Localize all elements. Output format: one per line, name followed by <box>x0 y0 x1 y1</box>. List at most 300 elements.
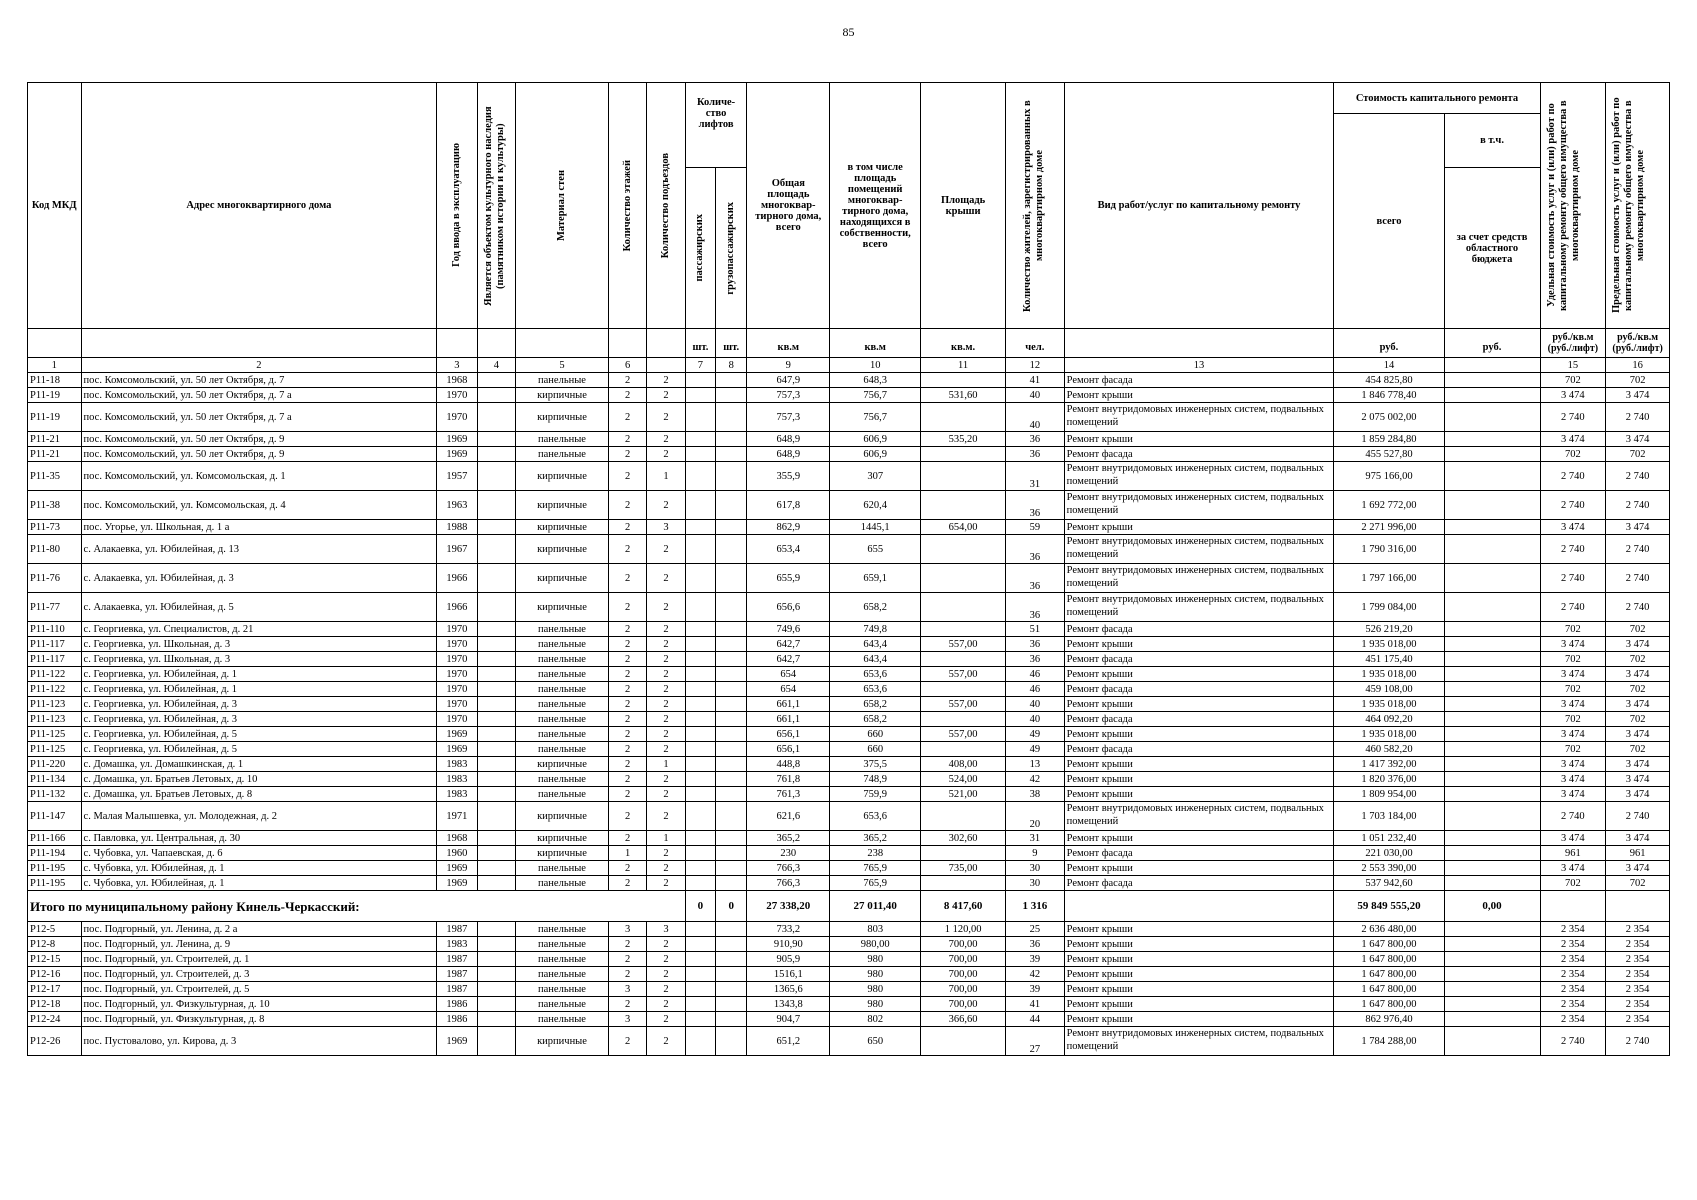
row-address: с. Георгиевка, ул. Юбилейная, д. 3 <box>81 712 437 727</box>
row-walls: панельные <box>516 861 609 876</box>
row-residents: 44 <box>1006 1012 1065 1027</box>
row-total-cost: 1 809 954,00 <box>1334 787 1444 802</box>
row-code: Р11-122 <box>28 682 82 697</box>
units-row <box>28 329 1670 358</box>
row-owned-area: 660 <box>830 742 921 757</box>
row-code: Р11-18 <box>28 373 82 388</box>
table-row <box>28 876 1670 891</box>
row-work: Ремонт внутридомовых инженерных систем, подвальных помещений <box>1064 403 1334 432</box>
row-specific-cost: 702 <box>1540 876 1606 891</box>
table-row <box>28 1012 1670 1027</box>
row-walls: панельные <box>516 997 609 1012</box>
row-roof-area: 654,00 <box>921 520 1006 535</box>
unit-rate: руб./кв.м (руб./лифт) <box>1606 329 1670 358</box>
row-limit-cost: 3 474 <box>1606 520 1670 535</box>
row-roof-area: 557,00 <box>921 697 1006 712</box>
row-address: с. Домашка, ул. Домашкинская, д. 1 <box>81 757 437 772</box>
row-code: Р11-110 <box>28 622 82 637</box>
row-owned-area: 659,1 <box>830 564 921 593</box>
row-year: 1986 <box>437 1012 477 1027</box>
row-floors: 3 <box>608 982 646 997</box>
row-lifts-passenger <box>685 876 715 891</box>
row-owned-area: 802 <box>830 1012 921 1027</box>
row-owned-area: 980,00 <box>830 937 921 952</box>
row-limit-cost: 2 740 <box>1606 1027 1670 1056</box>
column-number: 13 <box>1064 358 1334 373</box>
row-work: Ремонт фасада <box>1064 876 1334 891</box>
row-owned-area: 658,2 <box>830 697 921 712</box>
row-owned-area: 650 <box>830 1027 921 1056</box>
row-lifts-passenger <box>685 742 715 757</box>
row-floors: 2 <box>608 535 646 564</box>
row-owned-area: 653,6 <box>830 802 921 831</box>
row-heritage <box>477 876 515 891</box>
row-entrances: 2 <box>647 535 685 564</box>
total-area: 27 338,20 <box>747 891 830 922</box>
table-row <box>28 637 1670 652</box>
row-heritage <box>477 535 515 564</box>
row-owned-area: 756,7 <box>830 403 921 432</box>
row-heritage <box>477 593 515 622</box>
row-regional <box>1444 388 1540 403</box>
row-residents: 42 <box>1006 772 1065 787</box>
row-lifts-passenger <box>685 952 715 967</box>
row-floors: 2 <box>608 742 646 757</box>
row-limit-cost: 702 <box>1606 682 1670 697</box>
row-entrances: 2 <box>647 967 685 982</box>
row-regional <box>1444 1012 1540 1027</box>
row-owned-area: 653,6 <box>830 667 921 682</box>
row-year: 1970 <box>437 712 477 727</box>
row-lifts-passenger <box>685 1027 715 1056</box>
row-roof-area: 521,00 <box>921 787 1006 802</box>
row-regional <box>1444 742 1540 757</box>
total-cost: 59 849 555,20 <box>1334 891 1444 922</box>
row-floors: 2 <box>608 432 646 447</box>
column-number: 8 <box>716 358 747 373</box>
column-number: 12 <box>1006 358 1065 373</box>
row-total-cost: 1 647 800,00 <box>1334 937 1444 952</box>
row-lifts-cargo <box>716 802 747 831</box>
column-numbers-row <box>28 358 1670 373</box>
row-year: 1970 <box>437 682 477 697</box>
row-roof-area: 524,00 <box>921 772 1006 787</box>
row-regional <box>1444 403 1540 432</box>
row-code: Р12-24 <box>28 1012 82 1027</box>
row-address: пос. Подгорный, ул. Физкультурная, д. 8 <box>81 1012 437 1027</box>
row-limit-cost: 3 474 <box>1606 667 1670 682</box>
row-total-cost: 975 166,00 <box>1334 462 1444 491</box>
row-lifts-cargo <box>716 1012 747 1027</box>
row-total-area: 648,9 <box>747 432 830 447</box>
row-address: с. Георгиевка, ул. Специалистов, д. 21 <box>81 622 437 637</box>
row-owned-area: 658,2 <box>830 712 921 727</box>
unit-area: кв.м <box>747 329 830 358</box>
row-specific-cost: 961 <box>1540 846 1606 861</box>
row-year: 1969 <box>437 861 477 876</box>
row-owned-area: 658,2 <box>830 593 921 622</box>
row-lifts-cargo <box>716 682 747 697</box>
row-regional <box>1444 967 1540 982</box>
row-walls: панельные <box>516 772 609 787</box>
row-work: Ремонт внутридомовых инженерных систем, подвальных помещений <box>1064 802 1334 831</box>
row-year: 1966 <box>437 593 477 622</box>
unit-rate: руб./кв.м (руб./лифт) <box>1540 329 1606 358</box>
row-floors: 2 <box>608 997 646 1012</box>
row-lifts-passenger <box>685 967 715 982</box>
row-work: Ремонт крыши <box>1064 937 1334 952</box>
row-floors: 2 <box>608 637 646 652</box>
row-total-cost: 2 636 480,00 <box>1334 922 1444 937</box>
row-code: Р11-19 <box>28 388 82 403</box>
table-body-district-12 <box>28 922 1670 1056</box>
row-owned-area: 655 <box>830 535 921 564</box>
row-roof-area <box>921 564 1006 593</box>
row-regional <box>1444 447 1540 462</box>
row-specific-cost: 2 354 <box>1540 997 1606 1012</box>
row-lifts-cargo <box>716 712 747 727</box>
row-walls: панельные <box>516 697 609 712</box>
column-number: 2 <box>81 358 437 373</box>
row-lifts-passenger <box>685 403 715 432</box>
row-heritage <box>477 403 515 432</box>
row-work: Ремонт крыши <box>1064 982 1334 997</box>
column-number: 11 <box>921 358 1006 373</box>
row-floors: 2 <box>608 787 646 802</box>
row-walls: кирпичные <box>516 520 609 535</box>
header-incl: в т.ч. <box>1444 114 1540 168</box>
row-heritage <box>477 388 515 403</box>
row-owned-area: 980 <box>830 982 921 997</box>
row-address: пос. Подгорный, ул. Строителей, д. 3 <box>81 967 437 982</box>
row-lifts-passenger <box>685 1012 715 1027</box>
row-work: Ремонт внутридомовых инженерных систем, подвальных помещений <box>1064 1027 1334 1056</box>
table-header <box>28 83 1670 373</box>
row-lifts-cargo <box>716 967 747 982</box>
row-owned-area: 606,9 <box>830 447 921 462</box>
row-roof-area: 557,00 <box>921 727 1006 742</box>
row-walls: кирпичные <box>516 462 609 491</box>
row-entrances: 2 <box>647 802 685 831</box>
row-total-area: 654 <box>747 682 830 697</box>
header-floors: Количество этажей <box>608 83 646 329</box>
row-roof-area: 302,60 <box>921 831 1006 846</box>
header-specific-cost: Удельная стоимость услуг и (или) работ по капитальному ремонту общего имущества в многоквартирном доме <box>1540 83 1606 329</box>
table-row <box>28 802 1670 831</box>
table-row <box>28 462 1670 491</box>
row-limit-cost: 702 <box>1606 876 1670 891</box>
row-entrances: 2 <box>647 447 685 462</box>
row-residents: 40 <box>1006 403 1065 432</box>
row-total-area: 448,8 <box>747 757 830 772</box>
row-specific-cost: 3 474 <box>1540 697 1606 712</box>
row-work: Ремонт крыши <box>1064 967 1334 982</box>
row-floors: 2 <box>608 622 646 637</box>
row-code: Р11-19 <box>28 403 82 432</box>
row-entrances: 2 <box>647 388 685 403</box>
row-work: Ремонт внутридомовых инженерных систем, подвальных помещений <box>1064 593 1334 622</box>
row-floors: 2 <box>608 1027 646 1056</box>
row-work: Ремонт крыши <box>1064 772 1334 787</box>
row-lifts-cargo <box>716 922 747 937</box>
row-roof-area: 557,00 <box>921 637 1006 652</box>
row-limit-cost: 702 <box>1606 622 1670 637</box>
row-residents: 49 <box>1006 742 1065 757</box>
row-address: с. Георгиевка, ул. Юбилейная, д. 1 <box>81 667 437 682</box>
table-row <box>28 712 1670 727</box>
row-residents: 59 <box>1006 520 1065 535</box>
row-lifts-cargo <box>716 982 747 997</box>
row-walls: кирпичные <box>516 403 609 432</box>
row-owned-area: 980 <box>830 997 921 1012</box>
row-address: с. Алакаевка, ул. Юбилейная, д. 3 <box>81 564 437 593</box>
column-number: 7 <box>685 358 715 373</box>
row-lifts-cargo <box>716 727 747 742</box>
unit-area: кв.м <box>830 329 921 358</box>
row-floors: 2 <box>608 876 646 891</box>
row-floors: 2 <box>608 491 646 520</box>
row-residents: 40 <box>1006 712 1065 727</box>
row-entrances: 3 <box>647 520 685 535</box>
row-specific-cost: 3 474 <box>1540 637 1606 652</box>
row-total-area: 655,9 <box>747 564 830 593</box>
row-regional <box>1444 712 1540 727</box>
row-year: 1969 <box>437 742 477 757</box>
row-floors: 2 <box>608 802 646 831</box>
row-code: Р11-76 <box>28 564 82 593</box>
row-total-cost: 1 784 288,00 <box>1334 1027 1444 1056</box>
row-walls: кирпичные <box>516 802 609 831</box>
row-total-area: 661,1 <box>747 697 830 712</box>
row-address: с. Чубовка, ул. Чапаевская, д. 6 <box>81 846 437 861</box>
row-total-cost: 2 075 002,00 <box>1334 403 1444 432</box>
row-roof-area <box>921 593 1006 622</box>
row-heritage <box>477 637 515 652</box>
row-total-area: 656,1 <box>747 727 830 742</box>
row-walls: панельные <box>516 1012 609 1027</box>
row-specific-cost: 2 354 <box>1540 967 1606 982</box>
row-floors: 2 <box>608 667 646 682</box>
row-specific-cost: 3 474 <box>1540 787 1606 802</box>
total-residents: 1 316 <box>1006 891 1065 922</box>
row-code: Р11-123 <box>28 697 82 712</box>
row-residents: 36 <box>1006 447 1065 462</box>
row-entrances: 2 <box>647 491 685 520</box>
row-specific-cost: 3 474 <box>1540 727 1606 742</box>
row-lifts-passenger <box>685 462 715 491</box>
row-work: Ремонт фасада <box>1064 447 1334 462</box>
row-total-area: 1516,1 <box>747 967 830 982</box>
row-limit-cost: 702 <box>1606 742 1670 757</box>
row-total-area: 642,7 <box>747 637 830 652</box>
row-lifts-passenger <box>685 982 715 997</box>
column-number: 16 <box>1606 358 1670 373</box>
row-total-area: 1343,8 <box>747 997 830 1012</box>
row-entrances: 2 <box>647 403 685 432</box>
row-floors: 2 <box>608 462 646 491</box>
row-walls: панельные <box>516 432 609 447</box>
row-residents: 51 <box>1006 622 1065 637</box>
row-residents: 36 <box>1006 432 1065 447</box>
header-address: Адрес многоквартирного дома <box>81 83 437 329</box>
table-row <box>28 697 1670 712</box>
row-heritage <box>477 1027 515 1056</box>
row-residents: 36 <box>1006 535 1065 564</box>
row-walls: панельные <box>516 727 609 742</box>
row-work: Ремонт фасада <box>1064 622 1334 637</box>
row-entrances: 2 <box>647 742 685 757</box>
row-total-area: 733,2 <box>747 922 830 937</box>
header-year: Год ввода в эксплуатацию <box>437 83 477 329</box>
row-work: Ремонт фасада <box>1064 712 1334 727</box>
row-walls: кирпичные <box>516 564 609 593</box>
row-lifts-cargo <box>716 403 747 432</box>
row-regional <box>1444 937 1540 952</box>
row-total-area: 749,6 <box>747 622 830 637</box>
row-address: с. Домашка, ул. Братьев Летовых, д. 8 <box>81 787 437 802</box>
row-entrances: 1 <box>647 831 685 846</box>
column-number: 15 <box>1540 358 1606 373</box>
row-owned-area: 660 <box>830 727 921 742</box>
row-floors: 2 <box>608 727 646 742</box>
row-limit-cost: 702 <box>1606 447 1670 462</box>
row-lifts-cargo <box>716 997 747 1012</box>
row-year: 1986 <box>437 997 477 1012</box>
row-owned-area: 643,4 <box>830 637 921 652</box>
row-residents: 46 <box>1006 682 1065 697</box>
row-limit-cost: 3 474 <box>1606 772 1670 787</box>
row-heritage <box>477 447 515 462</box>
row-regional <box>1444 922 1540 937</box>
row-work: Ремонт крыши <box>1064 667 1334 682</box>
table-row <box>28 564 1670 593</box>
row-specific-cost: 702 <box>1540 447 1606 462</box>
row-specific-cost: 702 <box>1540 652 1606 667</box>
row-entrances: 2 <box>647 712 685 727</box>
row-code: Р12-18 <box>28 997 82 1012</box>
row-lifts-passenger <box>685 772 715 787</box>
row-address: с. Домашка, ул. Братьев Летовых, д. 10 <box>81 772 437 787</box>
row-address: с. Чубовка, ул. Юбилейная, д. 1 <box>81 876 437 891</box>
row-address: с. Алакаевка, ул. Юбилейная, д. 13 <box>81 535 437 564</box>
table-row <box>28 952 1670 967</box>
row-roof-area <box>921 403 1006 432</box>
row-limit-cost: 3 474 <box>1606 388 1670 403</box>
row-total-cost: 1 790 316,00 <box>1334 535 1444 564</box>
header-residents: Количество жителей, зарегистрированных в многоквартирном доме <box>1006 83 1065 329</box>
row-lifts-passenger <box>685 520 715 535</box>
row-lifts-passenger <box>685 447 715 462</box>
row-walls: панельные <box>516 982 609 997</box>
table-row <box>28 757 1670 772</box>
row-lifts-passenger <box>685 593 715 622</box>
row-roof-area: 557,00 <box>921 667 1006 682</box>
row-total-area: 761,3 <box>747 787 830 802</box>
table-row <box>28 997 1670 1012</box>
row-entrances: 2 <box>647 622 685 637</box>
row-code: Р11-132 <box>28 787 82 802</box>
column-number: 1 <box>28 358 82 373</box>
row-floors: 2 <box>608 697 646 712</box>
row-heritage <box>477 712 515 727</box>
unit-people: чел. <box>1006 329 1065 358</box>
row-specific-cost: 2 740 <box>1540 403 1606 432</box>
row-lifts-cargo <box>716 447 747 462</box>
table-row <box>28 388 1670 403</box>
row-walls: кирпичные <box>516 831 609 846</box>
unit-rub: руб. <box>1444 329 1540 358</box>
row-total-area: 757,3 <box>747 388 830 403</box>
row-residents: 36 <box>1006 937 1065 952</box>
row-year: 1983 <box>437 757 477 772</box>
row-total-cost: 1 820 376,00 <box>1334 772 1444 787</box>
row-floors: 2 <box>608 952 646 967</box>
row-code: Р11-220 <box>28 757 82 772</box>
row-work: Ремонт фасада <box>1064 682 1334 697</box>
row-address: с. Георгиевка, ул. Юбилейная, д. 5 <box>81 727 437 742</box>
row-owned-area: 1445,1 <box>830 520 921 535</box>
row-lifts-passenger <box>685 757 715 772</box>
total-label: Итого по муниципальному району Кинель-Черкасский: <box>28 891 686 922</box>
row-residents: 39 <box>1006 982 1065 997</box>
row-floors: 2 <box>608 652 646 667</box>
row-address: с. Чубовка, ул. Юбилейная, д. 1 <box>81 861 437 876</box>
row-code: Р11-125 <box>28 742 82 757</box>
row-year: 1960 <box>437 846 477 861</box>
row-address: пос. Подгорный, ул. Строителей, д. 5 <box>81 982 437 997</box>
row-limit-cost: 2 740 <box>1606 491 1670 520</box>
row-walls: панельные <box>516 967 609 982</box>
row-limit-cost: 3 474 <box>1606 697 1670 712</box>
row-owned-area: 307 <box>830 462 921 491</box>
row-lifts-passenger <box>685 535 715 564</box>
row-address: пос. Комсомольский, ул. 50 лет Октября, д. 7 <box>81 373 437 388</box>
column-number: 9 <box>747 358 830 373</box>
row-floors: 3 <box>608 1012 646 1027</box>
row-heritage <box>477 997 515 1012</box>
row-total-cost: 455 527,80 <box>1334 447 1444 462</box>
row-floors: 2 <box>608 757 646 772</box>
row-total-cost: 1 647 800,00 <box>1334 967 1444 982</box>
row-work: Ремонт крыши <box>1064 727 1334 742</box>
row-code: Р12-5 <box>28 922 82 937</box>
row-year: 1968 <box>437 831 477 846</box>
row-code: Р12-15 <box>28 952 82 967</box>
row-floors: 2 <box>608 712 646 727</box>
row-work: Ремонт фасада <box>1064 742 1334 757</box>
unit-pcs: шт. <box>716 329 747 358</box>
row-heritage <box>477 937 515 952</box>
row-residents: 49 <box>1006 727 1065 742</box>
row-code: Р11-117 <box>28 652 82 667</box>
row-lifts-cargo <box>716 742 747 757</box>
row-specific-cost: 2 354 <box>1540 1012 1606 1027</box>
row-year: 1963 <box>437 491 477 520</box>
row-limit-cost: 2 354 <box>1606 1012 1670 1027</box>
row-regional <box>1444 462 1540 491</box>
row-code: Р11-73 <box>28 520 82 535</box>
row-residents: 38 <box>1006 787 1065 802</box>
row-specific-cost: 3 474 <box>1540 757 1606 772</box>
row-lifts-passenger <box>685 787 715 802</box>
row-walls: панельные <box>516 712 609 727</box>
row-roof-area <box>921 876 1006 891</box>
row-floors: 2 <box>608 831 646 846</box>
row-heritage <box>477 697 515 712</box>
row-regional <box>1444 622 1540 637</box>
row-residents: 36 <box>1006 637 1065 652</box>
row-address: пос. Подгорный, ул. Физкультурная, д. 10 <box>81 997 437 1012</box>
